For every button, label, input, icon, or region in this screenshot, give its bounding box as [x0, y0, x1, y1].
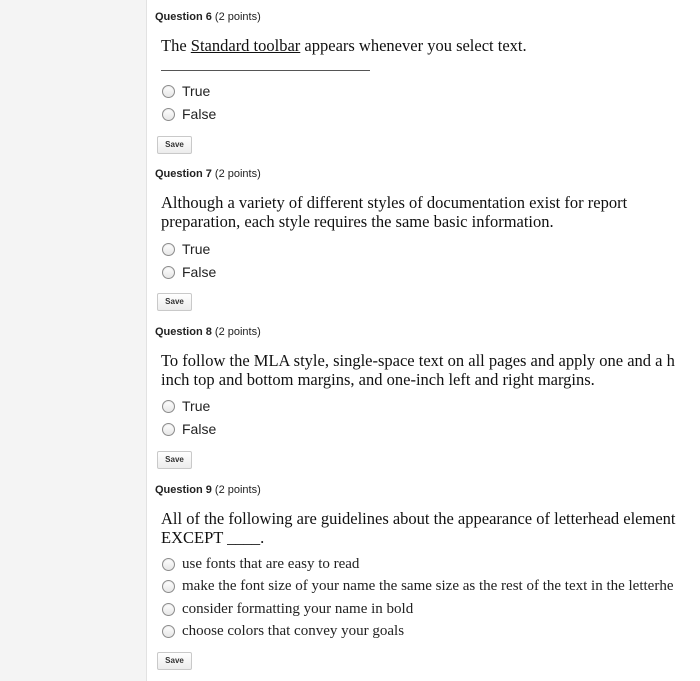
question-6-answer-line [161, 70, 370, 71]
option-label: True [182, 83, 211, 99]
question-7-save-button[interactable]: Save [157, 293, 192, 311]
option-label: True [182, 241, 211, 257]
question-7-text-line-2: preparation, each style requires the same basic information. [161, 212, 554, 231]
radio-button[interactable] [162, 423, 175, 436]
question-6-save-button[interactable]: Save [157, 136, 192, 154]
question-8-text-line-2: inch top and bottom margins, and one-inch left and right margins. [161, 370, 595, 389]
question-9-number: Question 9 [155, 484, 212, 496]
question-8-save-button[interactable]: Save [157, 451, 192, 469]
option-label: False [182, 264, 217, 280]
question-7-number: Question 7 [155, 168, 212, 180]
question-7-points: (2 points) [214, 168, 261, 180]
option-label: consider formatting your name in bold [182, 601, 414, 617]
radio-button[interactable] [162, 85, 175, 98]
question-9-header [155, 484, 261, 496]
radio-button[interactable] [162, 625, 175, 638]
radio-button[interactable] [162, 243, 175, 256]
radio-button[interactable] [162, 603, 175, 616]
question-7-text-line-1: Although a variety of different styles of documentation exist for report [161, 193, 628, 212]
question-8-header [155, 326, 261, 338]
question-6-number: Question 6 [155, 11, 212, 23]
question-6-underlined-term: Standard toolbar [190, 36, 301, 55]
option-label: use fonts that are easy to read [182, 556, 360, 572]
question-9-text-line-1: All of the following are guidelines about the appearance of letterhead element [161, 509, 676, 528]
question-7-header [155, 168, 261, 180]
radio-button[interactable] [162, 558, 175, 571]
question-8-text-line-1: To follow the MLA style, single-space text on all pages and apply one and a h [161, 351, 675, 370]
question-6-points: (2 points) [214, 11, 261, 23]
question-6-text: The Standard toolbar appears whenever you select text. [161, 36, 527, 55]
option-label: False [182, 421, 217, 437]
radio-button[interactable] [162, 108, 175, 121]
option-label: False [182, 106, 217, 122]
option-label: choose colors that convey your goals [182, 623, 405, 639]
question-6-header [155, 11, 261, 23]
radio-button[interactable] [162, 580, 175, 593]
option-label: make the font size of your name the same size as the rest of the text in the letterhe [182, 578, 674, 594]
option-label: True [182, 398, 211, 414]
question-9-save-button[interactable]: Save [157, 652, 192, 670]
question-8-points: (2 points) [214, 326, 261, 338]
radio-button[interactable] [162, 400, 175, 413]
question-8-number: Question 8 [155, 326, 212, 338]
question-9-points: (2 points) [214, 484, 261, 496]
radio-button[interactable] [162, 266, 175, 279]
question-9-text-line-2: EXCEPT ____. [161, 528, 265, 547]
